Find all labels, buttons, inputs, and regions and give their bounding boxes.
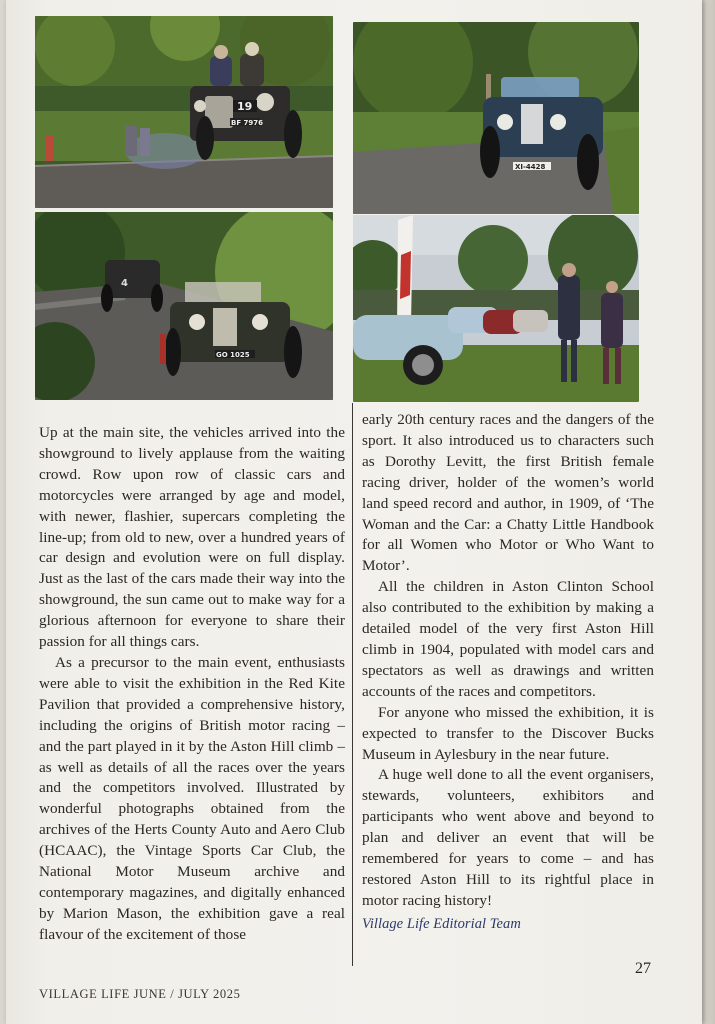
page-edge bbox=[700, 0, 715, 1024]
number-plate: BF 7976 bbox=[231, 119, 264, 127]
paragraph: Up at the main site, the vehicles arrived into the showground to lively applause from the waiting crowd. Row upon row of classic cars and motorcycles were arranged by age and model, with newer, flashier, supercars completing the line-up; from old to new, over a hundred years of car design and evolution were on full display. Just as the last of the cars made their way into the showground, the sun came out to make way for a glorious afternoon for everyone to share their passion for all things cars. bbox=[39, 424, 345, 651]
page-number: 27 bbox=[635, 960, 651, 977]
paragraph: For anyone who missed the exhibition, it is expected to transfer to the Discover Bucks Museum in Aylesbury in the near future. bbox=[362, 703, 654, 763]
photo-racing-car-19 bbox=[35, 16, 333, 208]
number-plate: GO 1025 bbox=[216, 351, 250, 359]
magazine-page bbox=[6, 0, 702, 1024]
article-column-right bbox=[362, 410, 654, 935]
column-divider bbox=[352, 403, 353, 966]
paragraph: early 20th century races and the dangers of the sport. It also introduced us to characters such as Dorothy Levitt, the first British female racing driver, holder of the women’s world land speed record and author, in 1909, of ‘The Woman and the Car: a Chatty Little Handbook for all Women who Motor or Who Want to Motor’. bbox=[362, 411, 654, 575]
car-number: 4 bbox=[121, 278, 128, 289]
photo-blue-tourer bbox=[353, 22, 639, 214]
paragraph: All the children in Aston Clinton School also contributed to the exhibition by making a detailed model of the very first Aston Hill climb in 1904, populated with model cars and spectators as well as drawings and written accounts of the races and competitors. bbox=[362, 578, 654, 700]
photo-showground bbox=[353, 215, 639, 402]
article-column-left bbox=[39, 423, 345, 946]
photo-two-cars-climb bbox=[35, 212, 333, 400]
car-number: 19 bbox=[237, 100, 253, 113]
paragraph: A huge well done to all the event organisers, stewards, volunteers, exhibitors and participants who went above and beyond to plan and deliver an event that will be remembered for years to come – and has restored Aston Hill to its rightful place in motor racing history! bbox=[362, 766, 654, 909]
author-signature: Village Life Editorial Team bbox=[362, 915, 521, 932]
publication-footer: VILLAGE LIFE JUNE / JULY 2025 bbox=[39, 987, 241, 1001]
number-plate: XI-4428 bbox=[515, 163, 546, 171]
paragraph: As a precursor to the main event, enthusiasts were able to visit the exhibition in the Red Kite Pavilion that provided a comprehensive history, including the origins of British motor racing – and the part played in it by the Aston Hill climb – as well as details of all the races over the years and the competitors involved. Illustrated by wonderful photographs obtained from the archives of the Herts County Auto and Aero Club (HCAAC), the Vintage Sports Car Club, the National Motor Museum archive and contemporary magazines, and digitally enhanced by Marion Mason, the exhibition gave a real flavour of the excitement of those bbox=[39, 653, 345, 943]
